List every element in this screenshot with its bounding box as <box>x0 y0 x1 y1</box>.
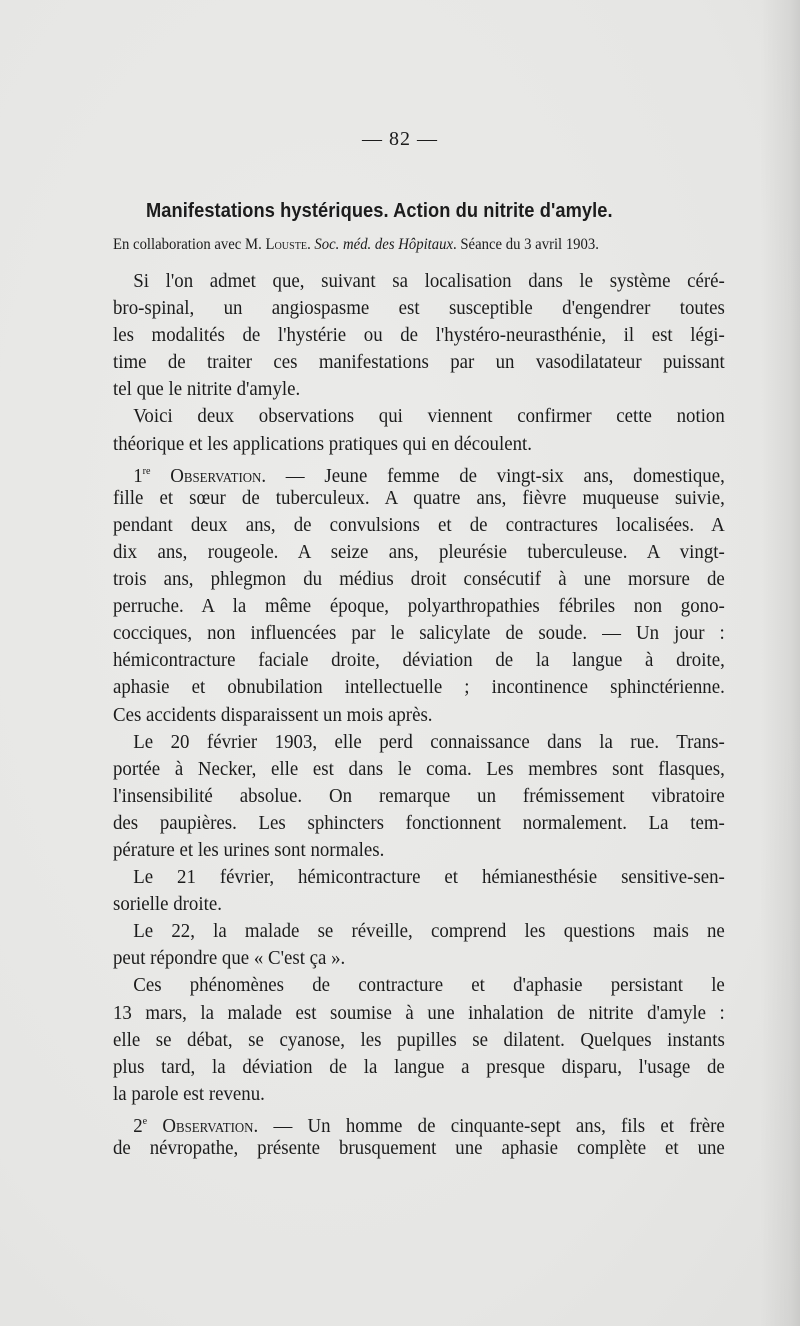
observation-number: 2 <box>133 1114 143 1137</box>
text-line: pendant deux ans, de convulsions et de contractures localisées. A <box>113 513 725 536</box>
text-line: tel que le nitrite d'amyle. <box>113 378 301 401</box>
byline-session: Séance du 3 avril 1903. <box>460 236 599 253</box>
text-line: Si l'on admet que, suivant sa localisation dans le système céré- <box>133 270 725 292</box>
byline-journal: Soc. méd. des Hôpitaux <box>314 236 454 253</box>
text-line: Voici deux observations qui viennent confirmer cette notion <box>133 405 725 428</box>
text-line: elle se débat, se cyanose, les pupilles se dilatent. Quelques instants <box>113 1028 725 1051</box>
text-line: hémicontracture faciale droite, déviation de la langue à droite, <box>113 649 725 672</box>
observation-label: Observation <box>150 464 262 487</box>
observation-text: . — Jeune femme de vingt-six ans, domestique, <box>261 464 725 487</box>
text-line: dix ans, rougeole. A seize ans, pleurésie tuberculeuse. A vingt- <box>113 540 725 563</box>
byline-prefix: En collaboration avec M. <box>113 236 266 253</box>
text-line: l'insensibilité absolue. On remarque un frémissement vibratoire <box>113 784 725 807</box>
page-number: — 82 — <box>362 128 438 150</box>
observation-text: . — Un homme de cinquante-sept ans, fils et frère <box>253 1114 725 1137</box>
text-line: des paupières. Les sphincters fonctionnent normalement. La tem- <box>113 811 725 834</box>
text-line: 13 mars, la malade est soumise à une inhalation de nitrite d'amyle : <box>113 1001 725 1024</box>
text-line: la parole est revenu. <box>113 1082 265 1105</box>
text-line: pérature et les urines sont normales. <box>113 838 385 861</box>
article-byline: En collaboration avec M. Louste. Soc. méd. des Hôpitaux. Séance du 3 avril 1903. <box>113 236 599 253</box>
observation-ordinal: re <box>142 464 151 477</box>
text-line: sorielle droite. <box>113 893 222 916</box>
text-line: Le 21 février, hémicontracture et hémianesthésie sensitive-sen- <box>133 866 725 889</box>
text-line: de névropathe, présente brusquement une aphasie complète et une <box>113 1137 725 1159</box>
observation-label: Observation <box>147 1114 254 1137</box>
text-line: peut répondre que « C'est ça ». <box>113 947 346 970</box>
text-line: fille et sœur de tuberculeux. A quatre ans, fièvre muqueuse suivie, <box>113 486 725 509</box>
text-line: Ces phénomènes de contracture et d'aphasie persistant le <box>133 974 725 997</box>
text-line: trois ans, phlegmon du médius droit consécutif à une morsure de <box>113 568 725 591</box>
text-line: plus tard, la déviation de la langue a presque disparu, l'usage de <box>113 1055 725 1078</box>
text-line: bro-spinal, un angiospasme est susceptible d'engendrer toutes <box>113 297 725 320</box>
text-line: time de traiter ces manifestations par un vasodilatateur puissant <box>113 351 725 374</box>
text-line: théorique et les applications pratiques qui en découlent. <box>113 432 532 455</box>
text-line: aphasie et obnubilation intellectuelle ; incontinence sphinctérienne. <box>113 676 725 699</box>
text-line: les modalités de l'hystérie ou de l'hystéro-neurasthénie, il est légi- <box>113 324 725 347</box>
text-line: Le 22, la malade se réveille, comprend les questions mais ne <box>133 920 725 943</box>
observation-ordinal: e <box>142 1114 148 1127</box>
text-line: Le 20 février 1903, elle perd connaissance dans la rue. Trans- <box>133 730 725 753</box>
text-line: Ces accidents disparaissent un mois après. <box>113 703 433 726</box>
byline-author: Louste <box>265 236 308 253</box>
text-line: perruche. A la même époque, polyarthropathies fébriles non gono- <box>113 595 725 618</box>
body-text <box>113 268 725 1162</box>
article-title: Manifestations hystériques. Action du nitrite d'amyle. <box>146 199 613 222</box>
observation-heading-line <box>113 1108 725 1135</box>
observation-number: 1 <box>133 464 143 487</box>
observation-heading-line <box>113 458 725 485</box>
text-line: cocciques, non influencées par le salicylate de soude. — Un jour : <box>113 622 725 645</box>
text-line: portée à Necker, elle est dans le coma. Les membres sont flasques, <box>113 757 725 780</box>
